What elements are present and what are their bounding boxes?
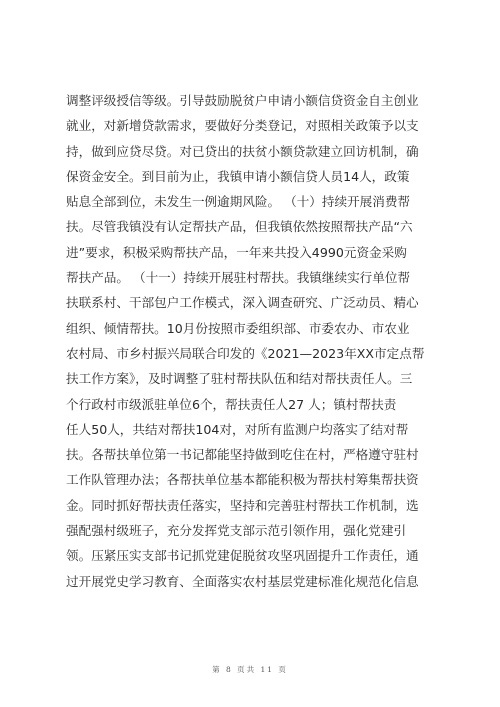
- text-line: 就业，对新增贷款需求，要做好分类登记，对照相关政策予以支: [66, 118, 419, 134]
- text-line: 扶。尽管我镇没有认定帮扶产品，但我镇依然按照帮扶产品“六: [66, 219, 413, 235]
- text-line: 保资金安全。到目前为止，我镇申请小额信贷人员14人，政策: [66, 168, 410, 184]
- text-line: 进”要求，积极采购帮扶产品，一年来共投入4990元资金采购: [66, 244, 407, 260]
- text-line: 持，做到应贷尽贷。对已贷出的扶贫小额贷款建立回访机制，确: [66, 143, 419, 159]
- text-line: 任人50人，共结对帮扶104对，对所有监测户均落实了结对帮: [66, 421, 409, 437]
- text-line: 扶工作方案》，及时调整了驻村帮扶队伍和结对帮扶责任人。三: [66, 371, 413, 387]
- text-line: 工作队管理办法；各帮扶单位基本都能积极为帮扶村筹集帮扶资: [66, 472, 419, 488]
- page-footer: 第 8 页共 11 页: [212, 665, 288, 674]
- text-line: 领。压紧压实支部书记抓党建促脱贫攻坚巩固提升工作责任，通: [66, 548, 419, 564]
- text-line: 个行政村市级派驻单位6个，帮扶责任人27 人；镇村帮扶责: [66, 396, 397, 412]
- text-line: 过开展党史学习教育、全面落实农村基层党建标准化规范化信息: [66, 573, 419, 589]
- text-line: 金。同时抓好帮扶责任落实，坚持和完善驻村帮扶工作机制，选: [66, 497, 419, 513]
- text-line: 扶。各帮扶单位第一书记都能坚持做到吃住在村，严格遵守驻村: [66, 447, 419, 463]
- body-text: [66, 88, 446, 594]
- text-line: 扶联系村、干部包户工作模式，深入调查研究、广泛动员、精心: [66, 295, 419, 311]
- text-line: 组织、倾情帮扶。10月份按照市委组织部、市委农办、市农业: [66, 320, 410, 336]
- text-line: 贴息全部到位，未发生一例逾期风险。 （十）持续开展消费帮: [66, 194, 411, 210]
- text-line: 帮扶产品。 （十一）持续开展驻村帮扶。我镇继续实行单位帮: [66, 270, 411, 286]
- text-line: 农村局、市乡村振兴局联合印发的《2021—2023年XX市定点帮: [66, 345, 425, 361]
- text-line: 强配强村级班子，充分发挥党支部示范引领作用，强化党建引: [66, 523, 407, 539]
- text-line: 调整评级授信等级。引导鼓励脱贫户申请小额信贷资金自主创业: [66, 93, 419, 108]
